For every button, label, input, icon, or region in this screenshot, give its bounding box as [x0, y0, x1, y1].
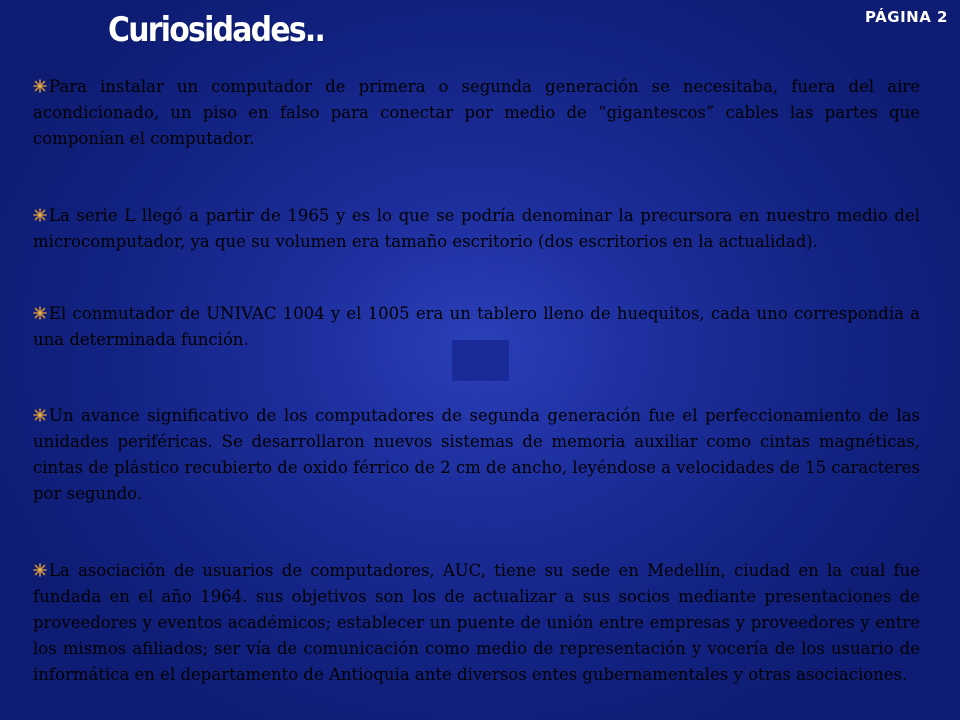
asterisk-star-icon: [33, 208, 47, 222]
paragraph-4: [33, 403, 920, 507]
paragraph-text: La asociación de usuarios de computadores, AUC, tiene su sede en Medellín, ciudad en la cual fue fundada en el año 1964. sus objetivos son los de actualizar a sus socios mediante presentaciones de proveedores y eventos académicos; establecer un puente de unión entre empresas y proveedores y entre los mismos afiliados; ser vía de comunicación como medio de representación y vocería de los usuario de informática en el departamento de Antioquia ante diversos entes gubernamentales y otras asociaciones.: [33, 561, 920, 684]
asterisk-star-icon: [33, 408, 47, 422]
title-block: [108, 2, 358, 54]
paragraph-1: [33, 74, 920, 152]
asterisk-star-icon: [33, 563, 47, 577]
paragraph-text: Para instalar un computador de primera o segunda generación se necesitaba, fuera del aire acondicionado, un piso en falso para conectar por medio de “gigantescos” cables las partes que componían el computador.: [33, 77, 920, 148]
paragraph-text: La serie L llegó a partir de 1965 y es lo que se podría denominar la precursora en nuestro medio del microcomputador, ya que su volumen era tamaño escritorio (dos escritorios en la actualidad).: [33, 206, 920, 251]
slide-title: Curiosidades..: [108, 10, 325, 50]
paragraph-text: El conmutador de UNIVAC 1004 y el 1005 era un tablero lleno de huequitos, cada uno correspondía a una determinada función.: [33, 304, 920, 349]
paragraph-text: Un avance significativo de los computadores de segunda generación fue el perfeccionamiento de las unidades periféricas. Se desarrollaron nuevos sistemas de memoria auxiliar como cintas magnéticas, cintas de plástico recubierto de oxido férrico de 2 cm de ancho, leyéndose a velocidades de 15 caracteres por segundo.: [33, 406, 920, 503]
page-number: PÁGINA 2: [865, 8, 948, 26]
paragraph-2: [33, 203, 920, 255]
paragraph-3: [33, 301, 920, 353]
asterisk-star-icon: [33, 79, 47, 93]
paragraph-5: [33, 558, 920, 688]
asterisk-star-icon: [33, 306, 47, 320]
